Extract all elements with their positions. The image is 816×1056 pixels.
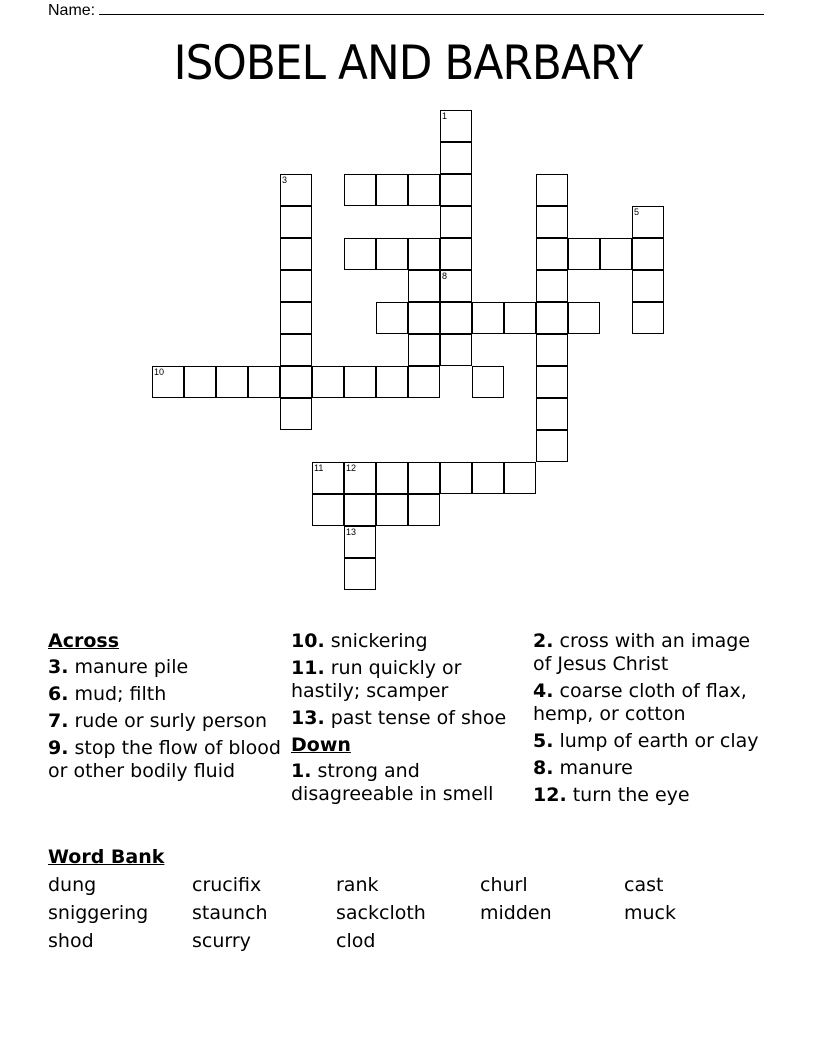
grid-cell[interactable]: [408, 462, 440, 494]
grid-cell[interactable]: [504, 302, 536, 334]
grid-cell[interactable]: [408, 494, 440, 526]
grid-cell[interactable]: [312, 494, 344, 526]
grid-cell[interactable]: [376, 302, 408, 334]
grid-cell[interactable]: [440, 270, 472, 302]
word-bank-item: sackcloth: [336, 902, 426, 924]
clue-number-label: 3: [282, 175, 288, 185]
grid-cell[interactable]: [152, 366, 184, 398]
across-heading: Across: [48, 630, 120, 652]
grid-cell[interactable]: [376, 238, 408, 270]
grid-cell[interactable]: [536, 238, 568, 270]
clue-across-11: 11. run quickly or hastily; scamper: [291, 657, 462, 702]
grid-cell[interactable]: [472, 462, 504, 494]
grid-cell[interactable]: [408, 366, 440, 398]
clue-column-1: [48, 630, 286, 787]
clue-down-5: 5. lump of earth or clay: [533, 730, 759, 752]
clue-down-12: 12. turn the eye: [533, 784, 690, 806]
clue-number-label: 13: [346, 527, 357, 537]
clue-number-label: 10: [154, 367, 165, 377]
word-bank-item: shod: [48, 930, 94, 952]
grid-cell[interactable]: [312, 366, 344, 398]
clue-across-9: 9. stop the flow of blood or other bodily fluid: [48, 737, 281, 782]
word-bank-item: muck: [624, 902, 676, 924]
clue-number-label: 11: [314, 463, 324, 473]
grid-cell[interactable]: [344, 462, 376, 494]
grid-cell[interactable]: [632, 302, 664, 334]
clue-across-10: 10. snickering: [291, 630, 428, 652]
grid-cell[interactable]: [600, 238, 632, 270]
grid-cell[interactable]: [536, 270, 568, 302]
down-heading: Down: [291, 734, 351, 756]
word-bank-heading: Word Bank: [48, 846, 165, 868]
grid-cell[interactable]: [472, 302, 504, 334]
grid-cell[interactable]: [280, 366, 312, 398]
grid-cell[interactable]: [632, 206, 664, 238]
grid-cell[interactable]: [280, 302, 312, 334]
grid-cell[interactable]: [472, 366, 504, 398]
grid-cell[interactable]: [376, 462, 408, 494]
grid-cell[interactable]: [440, 142, 472, 174]
grid-cell[interactable]: [536, 334, 568, 366]
grid-cell[interactable]: [408, 174, 440, 206]
clue-column-2: [291, 630, 529, 810]
grid-cell[interactable]: [408, 302, 440, 334]
grid-cell[interactable]: [280, 398, 312, 430]
grid-cell[interactable]: [344, 526, 376, 558]
grid-cell[interactable]: [376, 494, 408, 526]
grid-cell[interactable]: [536, 174, 568, 206]
grid-cell[interactable]: [408, 238, 440, 270]
clue-number-label: 8: [442, 271, 448, 281]
grid-cell[interactable]: [280, 334, 312, 366]
word-bank: [48, 874, 768, 953]
grid-cell[interactable]: [216, 366, 248, 398]
word-bank-item: churl: [480, 874, 528, 896]
clue-across-6: 6. mud; filth: [48, 683, 167, 705]
puzzle-title: ISOBEL AND BARBARY: [173, 36, 643, 91]
grid-cell[interactable]: [344, 238, 376, 270]
grid-cell[interactable]: [536, 430, 568, 462]
clue-across-3: 3. manure pile: [48, 656, 189, 678]
grid-cell[interactable]: [536, 302, 568, 334]
clue-down-1: 1. strong and disagreeable in smell: [291, 760, 494, 805]
grid-cell[interactable]: [280, 174, 312, 206]
grid-cell[interactable]: [312, 462, 344, 494]
word-bank-item: staunch: [192, 902, 268, 924]
clue-number-label: 5: [634, 207, 640, 217]
word-bank-item: midden: [480, 902, 552, 924]
word-bank-item: rank: [336, 874, 379, 896]
grid-cell[interactable]: [536, 206, 568, 238]
grid-cell[interactable]: [344, 558, 376, 590]
clue-column-3: [533, 630, 771, 811]
word-bank-item: scurry: [192, 930, 251, 952]
grid-cell[interactable]: [440, 238, 472, 270]
grid-cell[interactable]: [344, 494, 376, 526]
word-bank-item: crucifix: [192, 874, 262, 896]
clue-number-label: 1: [442, 111, 448, 121]
clue-down-8: 8. manure: [533, 757, 633, 779]
clue-number-label: 12: [346, 463, 357, 473]
grid-cell[interactable]: [280, 238, 312, 270]
clue-down-4: 4. coarse cloth of flax, hemp, or cotton: [533, 680, 747, 725]
grid-cell[interactable]: [280, 270, 312, 302]
name-label: Name:: [48, 2, 96, 19]
grid-cell[interactable]: [440, 462, 472, 494]
word-bank-item: clod: [336, 930, 376, 952]
grid-cell[interactable]: [280, 206, 312, 238]
grid-cell[interactable]: [504, 462, 536, 494]
grid-cell[interactable]: [184, 366, 216, 398]
word-bank-item: sniggering: [48, 902, 149, 924]
clue-across-7: 7. rude or surly person: [48, 710, 268, 732]
grid-cell[interactable]: [632, 270, 664, 302]
grid-cell[interactable]: [248, 366, 280, 398]
grid-cell[interactable]: [536, 366, 568, 398]
grid-cell[interactable]: [344, 174, 376, 206]
grid-cell[interactable]: [408, 334, 440, 366]
grid-cell[interactable]: [440, 302, 472, 334]
grid-cell[interactable]: [408, 270, 440, 302]
grid-cell[interactable]: [440, 174, 472, 206]
grid-cell[interactable]: [440, 110, 472, 142]
word-bank-item: dung: [48, 874, 97, 896]
grid-cell[interactable]: [440, 206, 472, 238]
grid-cell[interactable]: [632, 238, 664, 270]
grid-cell[interactable]: [440, 334, 472, 366]
word-bank-item: cast: [624, 874, 664, 896]
grid-cell[interactable]: [568, 302, 600, 334]
grid-cell[interactable]: [376, 174, 408, 206]
grid-cell[interactable]: [536, 398, 568, 430]
grid-cell[interactable]: [344, 366, 376, 398]
clue-down-2: 2. cross with an image of Jesus Christ: [533, 630, 751, 675]
clue-across-13: 13. past tense of shoe: [291, 707, 507, 729]
grid-cell[interactable]: [376, 366, 408, 398]
grid-cell[interactable]: [568, 238, 600, 270]
